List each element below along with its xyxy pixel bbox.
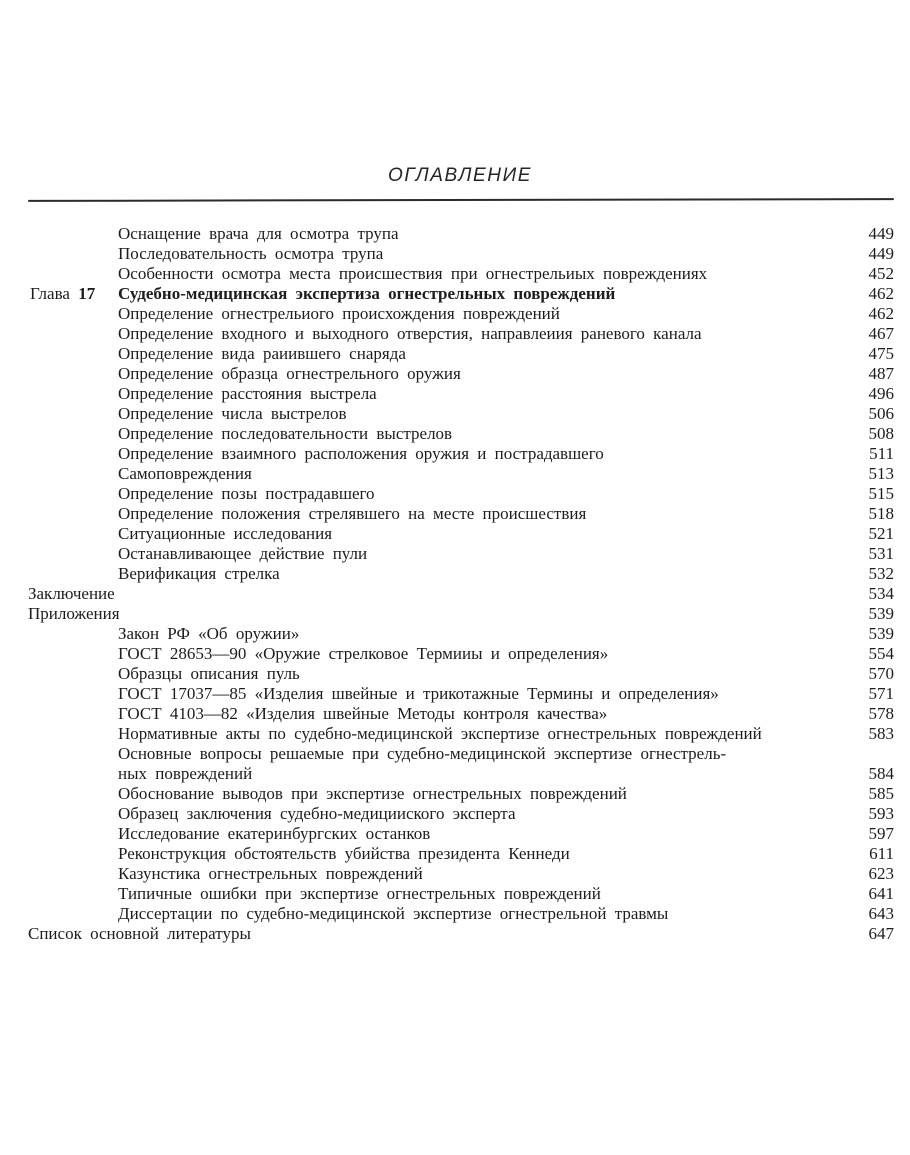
toc-entry-label: Заключение [28, 584, 115, 603]
toc-entry-page: 467 [868, 324, 894, 343]
toc-entry [28, 284, 894, 304]
toc-entry-label: Последовательность осмотра трупа [118, 244, 384, 263]
toc-chapter-number: 17 [78, 284, 96, 303]
toc-entry-label: Приложения [28, 604, 120, 623]
toc-entry [28, 644, 894, 664]
toc-entry-label: Определение позы пострадавшего [118, 484, 375, 503]
toc-entry-label: Определение числа выстрелов [118, 404, 347, 423]
toc-entry-label: Образцы описания пуль [118, 664, 300, 683]
toc-entry [28, 224, 894, 244]
toc-entry-page: 462 [868, 304, 894, 323]
toc-entry-label: Закон РФ «Об оружии» [118, 624, 300, 643]
toc-entry-page: 511 [869, 444, 894, 463]
toc-entry [28, 664, 894, 684]
toc-entry-label: Определение расстояния выстрела [118, 384, 377, 403]
toc-entry-page: 515 [868, 484, 894, 503]
toc-entry [28, 804, 894, 824]
toc-entry-page: 513 [868, 464, 894, 483]
toc-entry [28, 764, 894, 784]
toc-entry [28, 404, 894, 424]
toc-entry-page: 508 [868, 424, 894, 443]
toc-entry [28, 484, 894, 504]
toc-entry [28, 504, 894, 524]
toc-entry-label: Типичные ошибки при экспертизе огнестрельных повреждений [118, 884, 601, 903]
page-title: ОГЛАВЛЕНИЕ [387, 165, 533, 186]
toc-entry-label: Определение образца огнестрельного оружия [118, 364, 461, 383]
toc-entry-label: ГОСТ 4103—82 «Изделия швейные Методы контроля качества» [118, 704, 608, 723]
toc-entry-label: ГОСТ 17037—85 «Изделия швейные и трикотажные Термины и определения» [118, 684, 719, 703]
toc-entry-page: 570 [868, 664, 894, 683]
toc-entry-page: 554 [868, 644, 894, 663]
toc-entry-page: 539 [868, 604, 894, 623]
toc-entry-page: 647 [868, 924, 894, 943]
toc-entry-page: 496 [868, 384, 894, 403]
toc-entry-page: 597 [868, 824, 894, 843]
toc-entry-page: 611 [869, 844, 894, 863]
toc-entry [28, 744, 894, 764]
toc-entry-label: ГОСТ 28653—90 «Оружие стрелковое Термииы и определения» [118, 644, 609, 663]
toc-entry [28, 884, 894, 904]
toc-entry-label: Останавливающее действие пули [118, 544, 368, 563]
toc-entry-label: Особенности осмотра места происшествия при огнестрельиых повреждениях [118, 264, 708, 283]
toc-chapter-label [30, 284, 95, 304]
toc-entry [28, 344, 894, 364]
toc-entry-page: 518 [868, 504, 894, 523]
toc-entry-page: 475 [868, 344, 894, 363]
toc-entry-label: Определение вида раиившего снаряда [118, 344, 406, 363]
toc-entry-label: Определение последовательности выстрелов [118, 424, 453, 443]
toc-entry-page: 593 [868, 804, 894, 823]
toc-entry [28, 304, 894, 324]
toc-entry [28, 724, 894, 744]
toc-entry-page: 506 [868, 404, 894, 423]
toc-entry-label: Реконструкция обстоятельств убийства президента Кеннеди [118, 844, 570, 863]
toc-entry-label: Определение взаимного расположения оружия и пострадавшего [118, 444, 604, 463]
toc-entry-label: Определение входного и выходного отверстия, направлеиия раневого канала [118, 324, 702, 343]
toc-entry-page: 534 [868, 584, 894, 603]
toc-entry-page: 584 [868, 764, 894, 783]
toc-entry-label: Список основной литературы [28, 924, 251, 943]
toc-entry-page: 462 [868, 284, 894, 303]
toc-entry [28, 424, 894, 444]
toc-entry [28, 604, 894, 624]
toc-entry [28, 364, 894, 384]
toc-entry-page: 532 [868, 564, 894, 583]
toc-entry [28, 324, 894, 344]
toc-entry-page: 585 [868, 784, 894, 803]
toc-entry-page: 452 [868, 264, 894, 283]
toc-entry [28, 844, 894, 864]
toc-entry [28, 384, 894, 404]
toc-entry [28, 444, 894, 464]
toc-entry-page: 539 [868, 624, 894, 643]
toc-chapter-prefix: Глава [30, 284, 70, 303]
toc-entry-page: 521 [868, 524, 894, 543]
toc-entry-page: 643 [868, 904, 894, 923]
toc-entry [28, 704, 894, 724]
toc-entry-page: 449 [868, 244, 894, 263]
toc-entry-label: Диссертации по судебно-медицинской экспертизе огнестрельной травмы [118, 904, 669, 923]
toc-entry [28, 684, 894, 704]
toc-entry [28, 524, 894, 544]
title-divider [28, 198, 894, 202]
toc-entry-label: Определение огнестрельиого происхождения повреждений [118, 304, 560, 323]
toc-entry-page: 487 [868, 364, 894, 383]
toc-entry-label: Определение положения стрелявшего на месте происшествия [118, 504, 587, 523]
toc-entry-page: 449 [868, 224, 894, 243]
toc-entry-page: 531 [868, 544, 894, 563]
toc-entry-label: Оснащение врача для осмотра трупа [118, 224, 399, 243]
toc-entry-label: Обоснование выводов при экспертизе огнестрельных повреждений [118, 784, 627, 803]
toc-entry-page: 583 [868, 724, 894, 743]
toc-entry-label: Ситуационные исследования [118, 524, 333, 543]
toc-entry-label: ных повреждений [118, 764, 253, 783]
toc-entry [28, 924, 894, 944]
toc-entry-label: Самоповреждения [118, 464, 252, 483]
toc-entry-page: 641 [868, 884, 894, 903]
toc-entry-label: Казунстика огнестрельных повреждений [118, 864, 423, 883]
toc-list [28, 224, 894, 944]
toc-entry [28, 244, 894, 264]
toc-entry-page: 623 [868, 864, 894, 883]
toc-entry-label: Верификация стрелка [118, 564, 280, 583]
toc-entry-label: Судебно-медицинская экспертиза огнестрельных повреждений [118, 284, 616, 303]
toc-entry-label: Основные вопросы решаемые при судебно-медицинской экспертизе огнестрель- [118, 744, 727, 763]
toc-entry-page: 578 [868, 704, 894, 723]
toc-entry [28, 624, 894, 644]
toc-entry [28, 264, 894, 284]
toc-entry [28, 904, 894, 924]
toc-entry [28, 544, 894, 564]
toc-entry [28, 584, 894, 604]
toc-entry [28, 784, 894, 804]
toc-entry-label: Образец заключения судебно-медицииского эксперта [118, 804, 516, 823]
toc-entry-label: Исследование екатеринбургских останков [118, 824, 431, 843]
toc-entry [28, 464, 894, 484]
toc-entry [28, 564, 894, 584]
toc-entry [28, 864, 894, 884]
toc-entry-page: 571 [868, 684, 894, 703]
toc-entry-label: Нормативные акты по судебно-медицинской экспертизе огнестрельных повреждений [118, 724, 762, 743]
toc-entry [28, 824, 894, 844]
